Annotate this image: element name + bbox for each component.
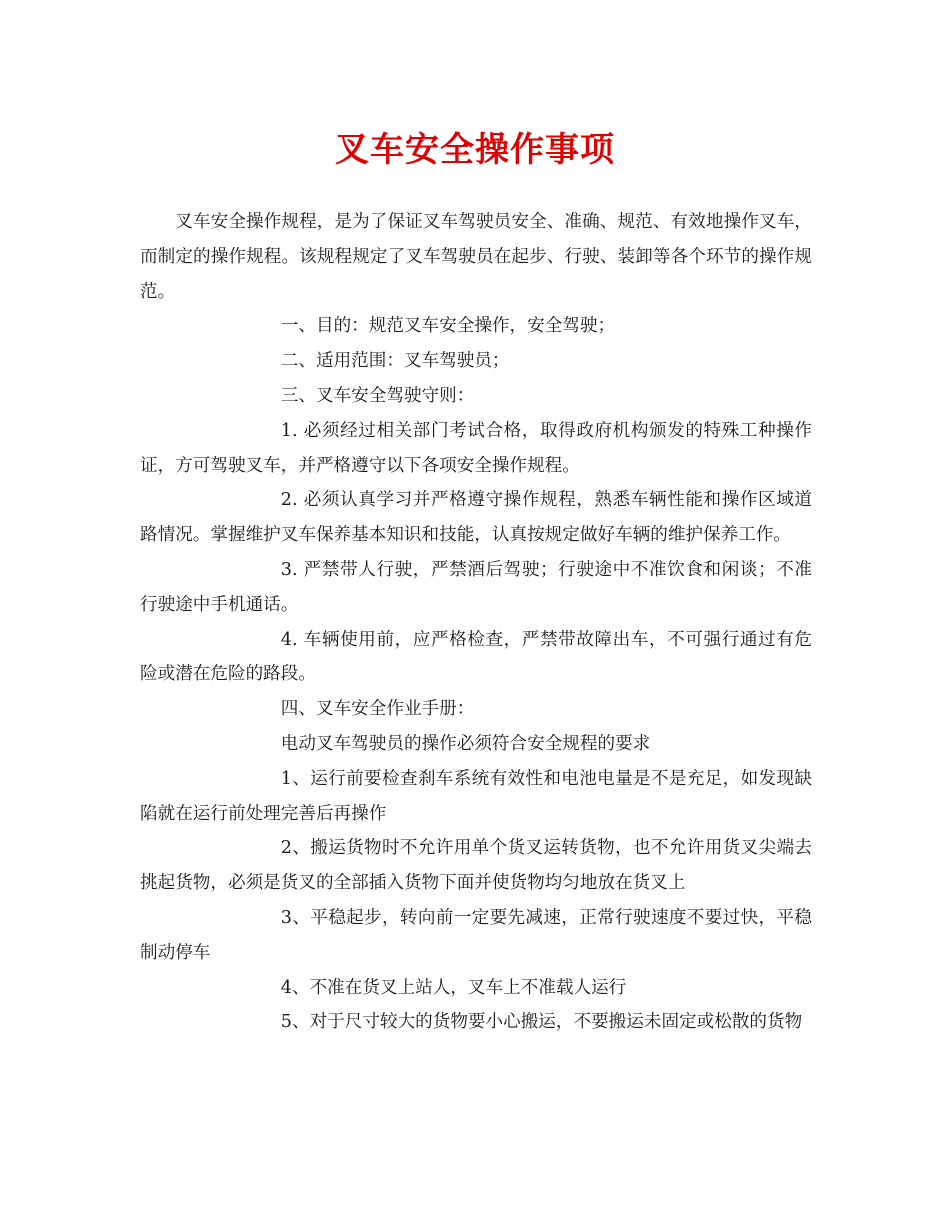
driving-rule-1: 1. 必须经过相关部门考试合格，取得政府机构颁发的特殊工种操作证，方可驾驶叉车，并严格遵守以下各项安全操作规程。 [140, 420, 812, 476]
driving-rule-4: 4. 车辆使用前，应严格检查，严禁带故障出车，不可强行通过有危险或潜在危险的路段。 [140, 629, 812, 685]
section-scope: 二、适用范围：叉车驾驶员； [280, 351, 510, 372]
driving-rule-3: 3. 严禁带人行驶，严禁酒后驾驶；行驶途中不准饮食和闲谈；不准行驶途中手机通话。 [140, 559, 812, 615]
section-driving-rules-heading: 三、叉车安全驾驶守则： [280, 385, 475, 406]
manual-intro: 电动叉车驾驶员的操作必须符合安全规程的要求 [280, 733, 651, 754]
manual-item-5: 5、对于尺寸较大的货物要小心搬运，不要搬运未固定或松散的货物 [280, 1012, 803, 1033]
section-manual-heading: 四、叉车安全作业手册： [280, 699, 475, 720]
document-title: 叉车安全操作事项 [335, 130, 615, 170]
driving-rule-2: 2. 必须认真学习并严格遵守操作规程，熟悉车辆性能和操作区域道路情况。掌握维护叉车保养基本知识和技能，认真按规定做好车辆的维护保养工作。 [140, 490, 812, 546]
manual-item-4: 4、不准在货叉上站人，叉车上不准载人运行 [280, 977, 627, 998]
manual-item-3: 3、平稳起步，转向前一定要先减速，正常行驶速度不要过快，平稳制动停车 [140, 907, 812, 963]
manual-item-2: 2、搬运货物时不允许用单个货叉运转货物，也不允许用货叉尖端去挑起货物，必须是货叉的全部插入货物下面并使货物均匀地放在货叉上 [140, 838, 812, 894]
section-purpose: 一、目的：规范叉车安全操作，安全驾驶； [280, 316, 616, 337]
document-body [140, 205, 812, 1040]
manual-item-1: 1、运行前要检查刹车系统有效性和电池电量是不是充足，如发现缺陷就在运行前处理完善后再操作 [140, 768, 812, 824]
intro-paragraph: 叉车安全操作规程，是为了保证叉车驾驶员安全、准确、规范、有效地操作叉车，而制定的操作规程。该规程规定了叉车驾驶员在起步、行驶、装卸等各个环节的操作规范。 [140, 212, 812, 302]
